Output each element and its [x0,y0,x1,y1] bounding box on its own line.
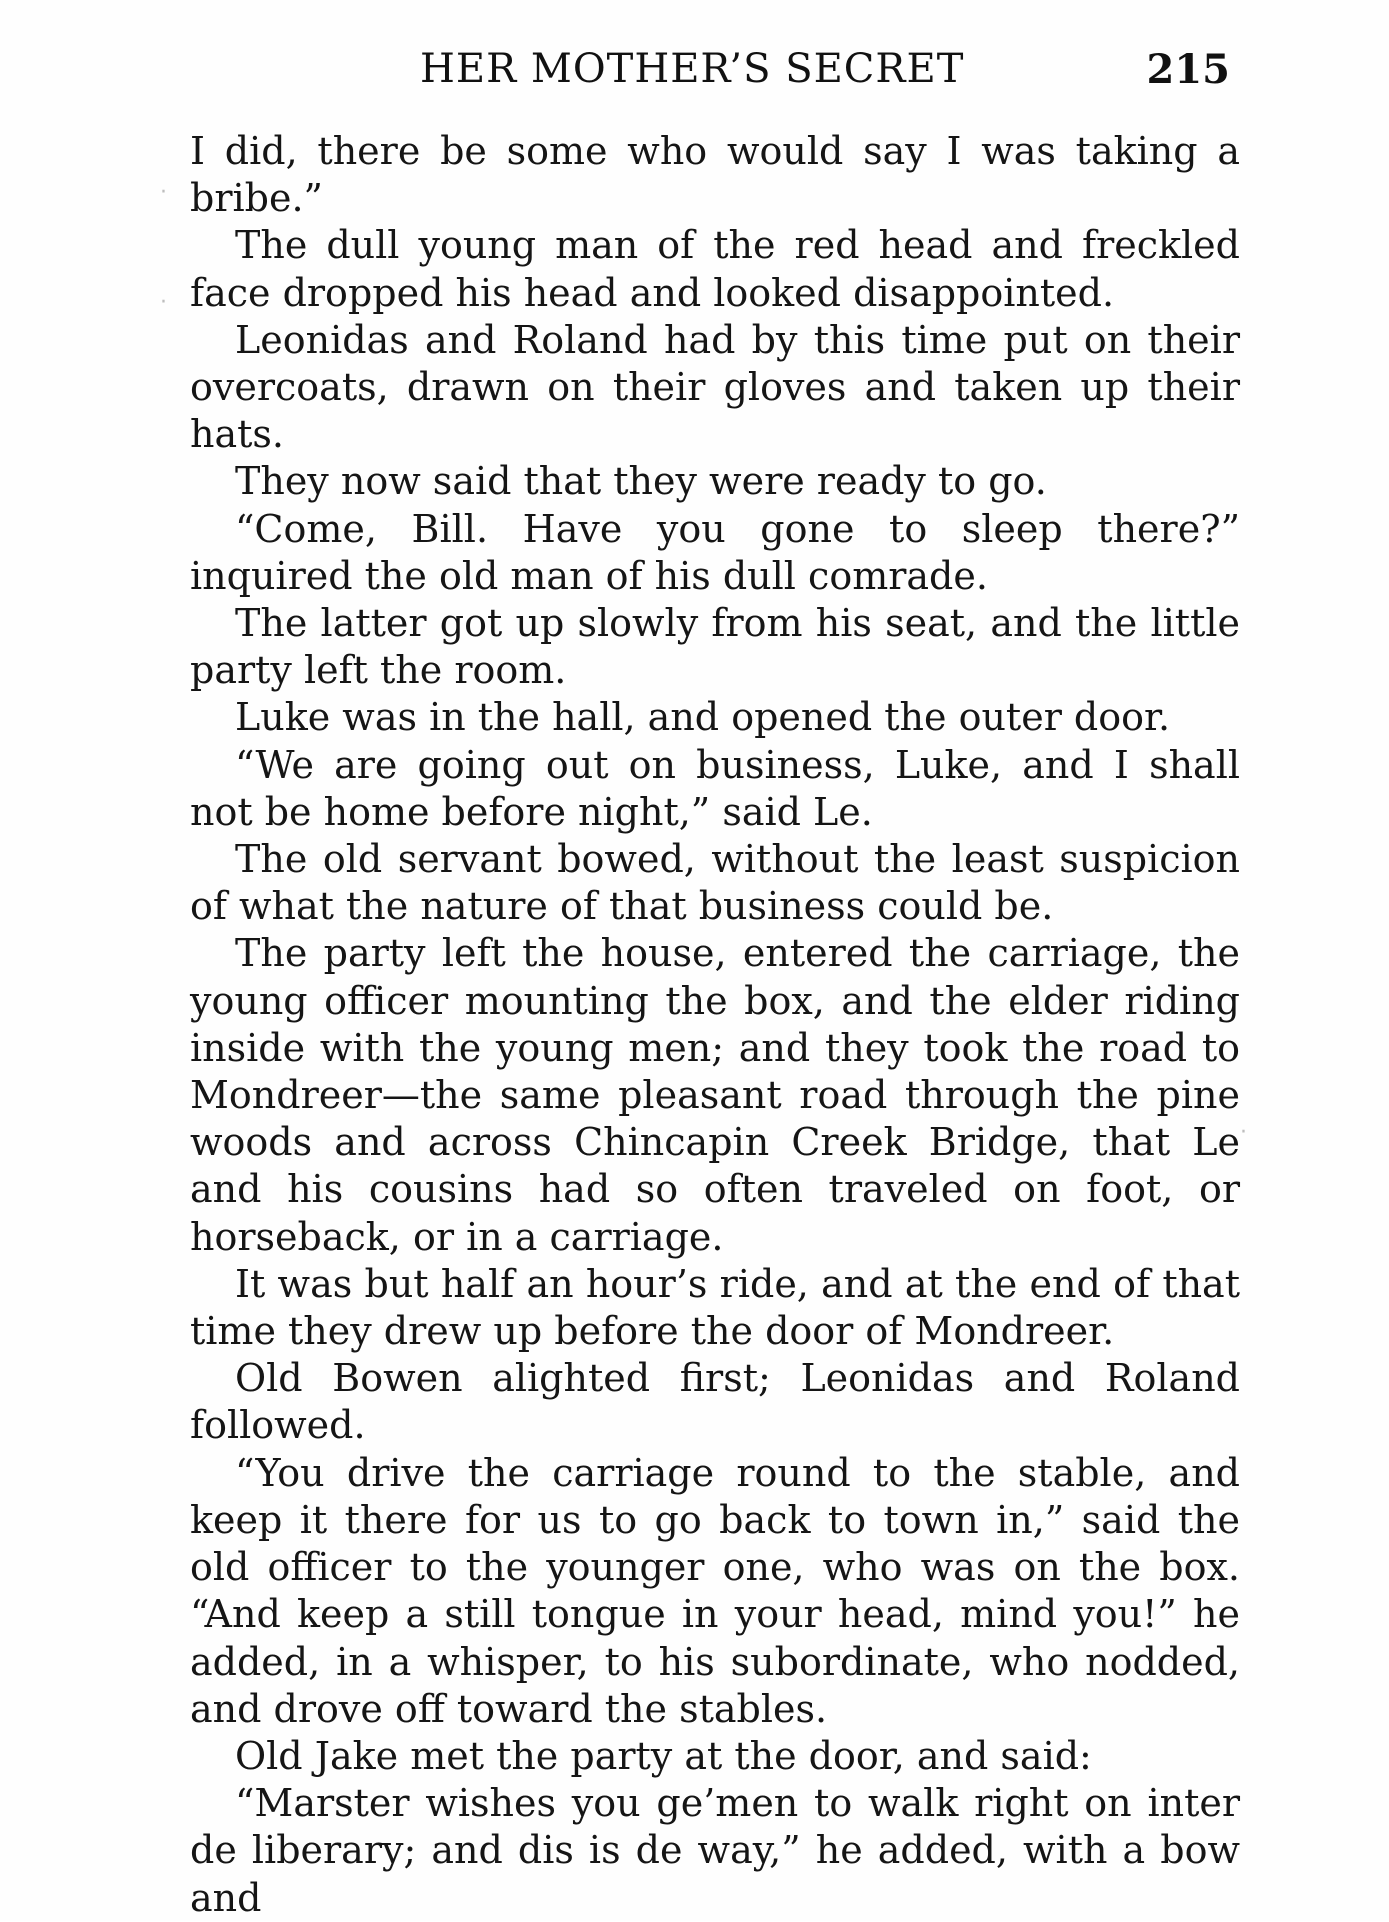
paragraph: “Marster wishes you ge’men to walk right on inter de liberary; and dis is de way,” he added, with a bow and [190,1781,1240,1920]
paragraph: The party left the house, entered the carriage, the young officer mounting the box, and the elder riding inside with the young men; and they took the road to Mondreer—the same pleasant road through the pine woods and across Chincapin Creek Bridge, that Le and his cousins had so often traveled on foot, or horseback, or in a carriage. [190,931,1240,1259]
page-number: 215 [1146,46,1230,93]
body-text [190,128,1240,1922]
paragraph: “You drive the carriage round to the stable, and keep it there for us to go back to town in,” said the old officer to the younger one, who was on the box. “And keep a still tongue in your head, mind you!” he added, in a whisper, to his subordinate, who nodded, and drove off toward the stables. [190,1450,1240,1731]
paragraph: “We are going out on business, Luke, and I shall not be home before night,” said Le. [190,742,1240,834]
margin-speck: · [160,180,167,205]
running-title: HER MOTHER’S SECRET [420,46,965,92]
paragraph: Luke was in the hall, and opened the outer door. [235,695,1171,740]
paragraph: It was but half an hour’s ride, and at the end of that time they drew up before the door of Mondreer. [190,1261,1240,1354]
paragraph: The old servant bowed, without the least suspicion of what the nature of that business could be. [190,837,1240,929]
paragraph: They now said that they were ready to go. [235,459,1047,504]
paragraph: “Come, Bill. Have you gone to sleep there?” inquired the old man of his dull comrade. [190,506,1240,598]
paragraph: Leonidas and Roland had by this time put on their overcoats, drawn on their gloves and taken up their hats. [190,317,1240,457]
margin-speck: · [1240,1120,1247,1145]
paragraph: Old Jake met the party at the door, and said: [235,1733,1092,1778]
margin-speck: · [160,290,167,315]
paragraph: The latter got up slowly from his seat, and the little party left the room. [190,601,1240,693]
paragraph: I did, there be some who would say I was taking a bribe.” [190,129,1240,221]
page-header [190,40,1240,100]
paragraph: The dull young man of the red head and freckled face dropped his head and looked disappointed. [190,223,1240,315]
paragraph: Old Bowen alighted first; Leonidas and Roland followed. [190,1356,1240,1448]
